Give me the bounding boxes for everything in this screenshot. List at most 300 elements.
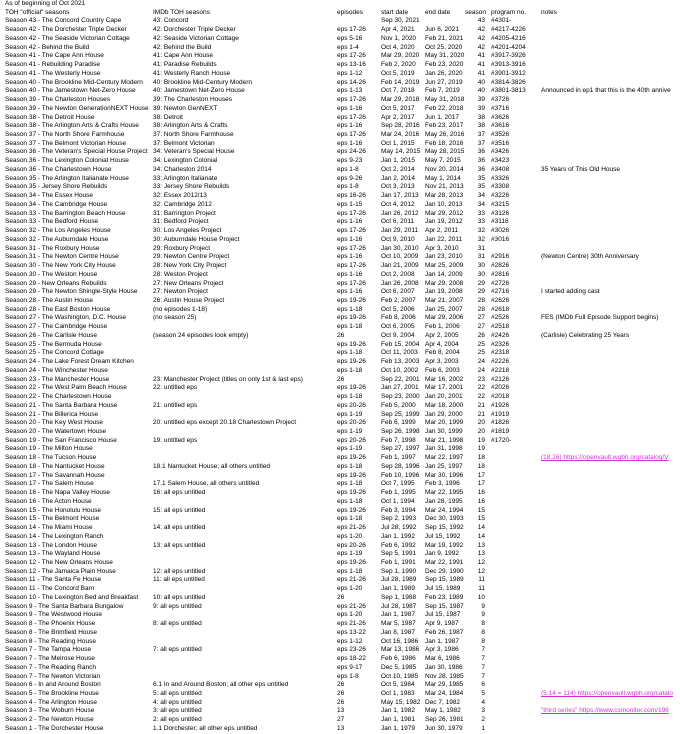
cell-imdb-season: 41: Paradise Rebuilds (153, 61, 217, 69)
cell-season-number: 12 (477, 567, 485, 575)
cell-imdb-season: 3: all eps untitled (153, 707, 202, 715)
table-row (5, 515, 680, 524)
cell-season-number: 13 (477, 541, 485, 549)
cell-end-date: Mar 22, 1995 (425, 489, 464, 497)
column-header-notes: notes (541, 8, 557, 16)
cell-end-date: Jul 15, 1987 (425, 611, 461, 619)
cell-start-date: Feb 6, 1999 (381, 419, 416, 427)
table-row (5, 480, 680, 489)
cell-episodes: eps 1-16 (337, 122, 363, 130)
cell-season-number: 24 (477, 366, 485, 374)
cell-program-no (485, 542, 533, 551)
cell-program-no (485, 725, 533, 734)
cell-episodes: eps 1-20 (337, 611, 363, 619)
cell-season-number: 19 (477, 445, 485, 453)
cell-note (533, 673, 541, 682)
cell-episodes: eps 18-22 (337, 655, 366, 663)
cell-season-number: 11 (478, 576, 485, 584)
cell-start-date: Feb 14, 2019 (381, 78, 420, 86)
cell-program-no (485, 620, 533, 629)
cell-imdb-season (153, 550, 337, 559)
cell-episodes: eps 9-17 (337, 663, 363, 671)
cell-end-date: Feb 3, 1996 (425, 480, 460, 488)
cell-note (533, 445, 541, 454)
cell-start-date: Jan 1, 1981 (381, 716, 415, 724)
cell-official-season: Season 41 - The Westerly House (5, 69, 101, 77)
cell-official-season: Season 7 - The Melrose House (5, 655, 95, 663)
cell-season-number: 9 (481, 611, 485, 619)
cell-end-date: Mar 17, 2001 (425, 384, 464, 392)
cell-season-number: 22 (477, 384, 485, 392)
cell-end-date: Mar 25, 2009 (425, 262, 464, 270)
cell-program-no: #2318 (491, 349, 510, 357)
cell-note (533, 52, 541, 61)
cell-end-date: Mar 16, 2002 (425, 375, 464, 383)
cell-start-date: Jan 17, 2013 (381, 192, 419, 200)
cell-official-season: Season 12 - The Jamaica Plain House (5, 567, 116, 575)
table-row (5, 227, 680, 236)
cell-official-season: Season 21 - The Billerica House (5, 410, 99, 418)
cell-note (533, 61, 541, 70)
cell-note (533, 611, 541, 620)
cell-start-date: Oct 1, 1994 (381, 497, 415, 505)
table-row (5, 314, 680, 323)
cell-end-date: Dec 30, 1993 (425, 515, 464, 523)
cell-note (533, 437, 541, 446)
table-row (5, 192, 680, 201)
table-row (5, 507, 680, 516)
cell-episodes: eps 17-26 (337, 209, 366, 217)
cell-note (533, 594, 541, 603)
table-row (5, 26, 680, 35)
cell-note (533, 79, 541, 88)
table-row (5, 245, 680, 254)
cell-imdb-season: 14: all eps untitled (153, 524, 206, 532)
cell-start-date: Jan 1, 1992 (381, 532, 415, 540)
cell-note (533, 507, 541, 516)
cell-season-number: 42 (477, 34, 485, 42)
cell-official-season: Season 16 - The Napa Valley House (5, 489, 110, 497)
cell-imdb-season: 5: all eps untitled (153, 690, 202, 698)
cell-official-season: Season 18 - The Tucson House (5, 454, 97, 462)
cell-program-no (485, 489, 533, 498)
note-link[interactable]: (5.14 = 114) https://openvault.wgbh.org/catalo (541, 690, 673, 698)
cell-season-number: 41 (477, 52, 485, 60)
cell-official-season: Season 29 - The Newton Shingle-Style House (5, 288, 138, 296)
cell-episodes: eps 1-16 (337, 253, 363, 261)
cell-official-season: Season 34 - The Cambridge House (5, 200, 108, 208)
cell-program-no: #3913-3916 (491, 61, 526, 69)
cell-note: 35 Years of This Old House (541, 165, 621, 173)
cell-note (533, 646, 541, 655)
cell-end-date: Mar 21, 2007 (425, 296, 464, 304)
cell-imdb-season: 37: Belmont Victorian (153, 139, 215, 147)
cell-episodes: eps 17-26 (337, 52, 366, 60)
cell-note (533, 122, 541, 131)
cell-program-no: #3917-3926 (491, 52, 526, 60)
cell-end-date: Nov 20, 2014 (425, 165, 464, 173)
cell-imdb-season: 41: Westerly Ranch House (153, 69, 231, 77)
table-row (5, 210, 680, 219)
cell-imdb-season (153, 515, 337, 524)
cell-imdb-season: 8: all eps untitled (153, 620, 202, 628)
cell-season-number: 4 (481, 698, 485, 706)
cell-episodes: eps 1-18 (337, 515, 363, 523)
cell-official-season: Season 8 - The Reading House (5, 637, 96, 645)
cell-season-number: 25 (477, 340, 485, 348)
cell-season-number: 31 (477, 244, 485, 252)
cell-program-no: #3626 (491, 113, 510, 121)
cell-imdb-season: 42: Seaside Victorian Cottage (153, 34, 239, 42)
cell-episodes: 26 (337, 375, 345, 383)
cell-program-no: #3516 (491, 139, 510, 147)
cell-start-date: Oct 5, 2019 (381, 69, 415, 77)
cell-note (533, 638, 541, 647)
cell-official-season: Season 8 - The Phoenix House (5, 620, 96, 628)
cell-imdb-season: 32: Cambridge 2012 (153, 200, 212, 208)
cell-program-no (485, 245, 533, 254)
cell-episodes: eps 17-26 (337, 26, 366, 34)
cell-start-date: Sep 1, 1990 (381, 567, 417, 575)
cell-program-no: #3726 (491, 96, 510, 104)
cell-end-date: May 28, 2015 (425, 148, 465, 156)
cell-episodes: eps 5-16 (337, 34, 363, 42)
cell-episodes: eps 1-12 (337, 69, 363, 77)
cell-end-date: Jan 28, 1995 (425, 497, 463, 505)
cell-end-date: Jun 1, 2017 (425, 113, 459, 121)
cell-official-season: Season 31 - The Newton Centre House (5, 253, 119, 261)
cell-episodes: eps 1-16 (337, 104, 363, 112)
cell-season-number: 22 (477, 393, 485, 401)
cell-episodes: eps 23-26 (337, 646, 366, 654)
cell-season-number: 36 (477, 157, 485, 165)
table-row (5, 323, 680, 332)
cell-imdb-season: 10: all eps untitled (153, 593, 206, 601)
cell-end-date: Jun 27, 2019 (425, 78, 463, 86)
cell-season-number: 37 (477, 139, 485, 147)
cell-note: I started adding cast (541, 288, 600, 296)
cell-program-no (485, 716, 533, 725)
cell-note (533, 524, 541, 533)
cell-imdb-season (153, 393, 337, 402)
cell-official-season: Season 7 - The Reading Ranch (5, 663, 96, 671)
cell-program-no (485, 498, 533, 507)
table-row (5, 183, 680, 192)
cell-note (533, 183, 541, 192)
cell-note (533, 725, 541, 734)
cell-imdb-season: 32: Essex 2012/13 (153, 192, 207, 200)
cell-imdb-season: 31: Barrington Project (153, 209, 216, 217)
table-row (5, 725, 680, 734)
cell-note (533, 393, 541, 402)
cell-note (533, 227, 541, 236)
cell-end-date: Jul 15, 1992 (425, 532, 461, 540)
cell-program-no (485, 568, 533, 577)
cell-start-date: Feb 1, 1995 (381, 489, 416, 497)
cell-season-number: 13 (477, 550, 485, 558)
cell-note (533, 559, 541, 568)
column-header-imdb-seasons: IMDb TOH seasons (153, 8, 210, 16)
cell-official-season: Season 42 - The Seaside Victorian Cottage (5, 34, 130, 42)
cell-season-number: 34 (477, 200, 485, 208)
cell-imdb-season: 42: Behind the Build (153, 43, 212, 51)
table-row (5, 253, 680, 262)
cell-imdb-season: 42: Dorchester Triple Decker (153, 26, 236, 34)
cell-start-date: Jan 1, 1979 (381, 724, 415, 732)
cell-start-date: Mar 13, 1986 (381, 646, 420, 654)
cell-season-number: 39 (477, 96, 485, 104)
table-row (5, 489, 680, 498)
cell-end-date: Feb 23, 2020 (425, 61, 464, 69)
table-row (5, 673, 680, 682)
note-link[interactable]: "third series" https://www.csmonitor.com/198 (541, 707, 669, 715)
cell-note (533, 419, 541, 428)
cell-note (533, 262, 541, 271)
table-row (5, 585, 680, 594)
cell-start-date: Oct 2, 2014 (381, 165, 415, 173)
cell-note (533, 620, 541, 629)
cell-episodes: eps 13-22 (337, 628, 366, 636)
cell-episodes: eps 19-26 (337, 454, 366, 462)
cell-program-no: #3308 (491, 183, 510, 191)
table-row (5, 472, 680, 481)
table-row (5, 655, 680, 664)
cell-end-date: Oct 25, 2020 (425, 43, 463, 51)
cell-official-season: Season 36 - The Lexington Colonial House (5, 157, 129, 165)
cell-end-date: Mar 29, 1985 (425, 681, 464, 689)
cell-start-date: Oct 4, 2012 (381, 200, 415, 208)
cell-official-season: Season 27 - The Washington, D.C. House (5, 314, 127, 322)
cell-start-date: Sep 23, 2000 (381, 393, 420, 401)
cell-imdb-season (153, 358, 337, 367)
cell-imdb-season: 31: Bedford Project (153, 218, 209, 226)
cell-end-date: Feb 1, 2006 (425, 323, 460, 331)
cell-imdb-season: 18.1 Nantucket House; all others untitled (153, 462, 271, 470)
cell-note: (Carlisle) Celebrating 25 Years (541, 331, 630, 339)
table-row (5, 105, 680, 114)
cell-imdb-season (153, 428, 337, 437)
cell-start-date: Jan 1, 1982 (381, 707, 415, 715)
cell-program-no: #4201-4204 (491, 43, 526, 51)
cell-imdb-season (153, 445, 337, 454)
cell-season-number: 26 (477, 331, 485, 339)
table-row (5, 716, 680, 725)
cell-season-number: 20 (477, 419, 485, 427)
cell-season-number: 10 (477, 593, 485, 601)
cell-end-date (425, 17, 465, 26)
cell-end-date: Dec 7, 1982 (425, 698, 461, 706)
cell-end-date: Jan 25, 2007 (425, 305, 463, 313)
table-row (5, 524, 680, 533)
cell-imdb-season: (no season 25) (153, 314, 197, 322)
cell-note (533, 245, 541, 254)
column-header-start-date: start date (381, 8, 409, 16)
cell-program-no: #3408 (491, 165, 510, 173)
cell-official-season: Season 18 - The Nantucket House (5, 462, 105, 470)
cell-end-date: Feb 8, 2004 (425, 349, 460, 357)
cell-episodes: eps 1-18 (337, 393, 363, 401)
cell-season-number: 24 (477, 358, 485, 366)
cell-episodes: eps 19-26 (337, 489, 366, 497)
cell-official-season: Season 15 - The Belmont House (5, 515, 100, 523)
table-row (5, 271, 680, 280)
cell-episodes: eps 1-16 (337, 235, 363, 243)
cell-note: Announced in ep1 that this is the 40th annive (541, 87, 671, 95)
table-row (5, 707, 680, 716)
cell-official-season: Season 22 - The West Palm Beach House (5, 384, 127, 392)
table-row (5, 70, 680, 79)
cell-episodes: eps 20-26 (337, 436, 366, 444)
cell-start-date: Oct 10, 2002 (381, 366, 419, 374)
cell-program-no: #2618 (491, 305, 510, 313)
cell-imdb-season: 12: all eps untitled (153, 567, 206, 575)
cell-end-date: Apr 4, 2004 (425, 340, 459, 348)
cell-episodes: eps 21-26 (337, 620, 366, 628)
table-row (5, 550, 680, 559)
cell-episodes: eps 17-26 (337, 262, 366, 270)
cell-program-no: #3116 (491, 218, 509, 226)
cell-imdb-season: 29: Roxbury Project (153, 244, 211, 252)
table-row (5, 611, 680, 620)
cell-start-date: Jan 21, 2009 (381, 262, 419, 270)
cell-season-number: 35 (477, 174, 485, 182)
cell-end-date: Jan 10, 2013 (425, 200, 463, 208)
cell-season-number: 7 (481, 655, 485, 663)
cell-start-date: Sep 5, 1991 (381, 550, 417, 558)
cell-program-no: #1720- (491, 436, 512, 444)
cell-program-no: #3616 (491, 122, 510, 130)
table-row (5, 393, 680, 402)
cell-end-date: Apr 3, 1986 (425, 646, 459, 654)
cell-start-date: Oct 5, 2017 (381, 104, 415, 112)
cell-start-date: Jan 26, 2008 (381, 279, 419, 287)
cell-start-date: Oct 3, 2013 (381, 183, 415, 191)
cell-episodes: eps 1-8 (337, 672, 359, 680)
cell-note (533, 367, 541, 376)
cell-season-number: 25 (477, 349, 485, 357)
cell-program-no (485, 472, 533, 481)
table-row (5, 559, 680, 568)
note-link[interactable]: (18.26) https://openvault.wgbh.org/catalog/V (541, 454, 669, 462)
table-row (5, 140, 680, 149)
cell-start-date: Jan 27, 2001 (381, 384, 419, 392)
cell-program-no: #2816 (491, 270, 510, 278)
cell-start-date: Oct 6, 2011 (381, 218, 415, 226)
table-row (5, 201, 680, 210)
cell-program-no (485, 585, 533, 594)
cell-program-no: #4205-4216 (491, 34, 526, 42)
cell-note (533, 148, 541, 157)
column-header-official-seasons: TOH "official" seasons (5, 8, 70, 16)
cell-start-date: Nov 1, 2020 (381, 34, 417, 42)
cell-imdb-season: 37: North Shore Farmhouse (153, 131, 234, 139)
cell-program-no: #2426 (491, 331, 510, 339)
cell-start-date: Feb 1, 1997 (381, 454, 416, 462)
cell-start-date: Jul 28, 1989 (381, 576, 417, 584)
cell-episodes: eps 21-26 (337, 524, 366, 532)
cell-imdb-season (153, 559, 337, 568)
cell-imdb-season: 7: all eps untitled (153, 646, 202, 654)
cell-start-date: Sep 28, 2016 (381, 122, 420, 130)
cell-season-number: 29 (477, 279, 485, 287)
cell-program-no: #2526 (491, 314, 510, 322)
cell-season-number: 37 (477, 131, 485, 139)
cell-start-date: Jan 26, 2012 (381, 209, 419, 217)
cell-start-date: Jul 28, 1987 (381, 602, 417, 610)
cell-note (533, 35, 541, 44)
cell-official-season: Season 31 - The Roxbury House (5, 244, 100, 252)
cell-end-date: May 26, 2016 (425, 131, 465, 139)
cell-official-season: Season 9 - The Santa Barbara Bungalow (5, 602, 124, 610)
cell-imdb-season: (season 24 episodes look empty) (153, 331, 249, 339)
cell-note (533, 157, 541, 166)
cell-official-season: Season 37 - The Belmont Victorian House (5, 139, 127, 147)
cell-official-season: Season 14 - The Miami House (5, 524, 93, 532)
cell-note (533, 498, 541, 507)
cell-end-date: Mar 22, 1991 (425, 559, 464, 566)
cell-imdb-season: 23: Manchester Project (titles on only 1st & last eps) (153, 375, 303, 383)
table-row (5, 603, 680, 612)
cell-season-number: 21 (477, 401, 485, 409)
cell-official-season: Season 4 - The Arlington House (5, 698, 98, 706)
cell-end-date: Jan 22, 2011 (425, 235, 463, 243)
table-row (5, 681, 680, 690)
cell-end-date: Feb 18, 2016 (425, 139, 464, 147)
cell-end-date: Jan 1, 1987 (425, 637, 459, 645)
table-row (5, 690, 680, 699)
cell-season-number: 41 (477, 61, 485, 69)
cell-episodes: eps 1-19 (337, 427, 363, 435)
cell-start-date: Feb 3, 1994 (381, 506, 416, 514)
cell-imdb-season: 28: New York City Project (153, 262, 227, 270)
cell-note (533, 472, 541, 481)
table-row (5, 218, 680, 227)
table-row (5, 236, 680, 245)
cell-season-number: 9 (481, 602, 485, 610)
cell-start-date: Mar 29, 2020 (381, 52, 420, 60)
cell-end-date: Feb 7, 2019 (425, 87, 460, 95)
cell-imdb-season: 26: Austin House Project (153, 296, 225, 304)
cell-imdb-season: 21: untitled eps (153, 401, 198, 409)
cell-start-date: Sep 27, 1997 (381, 445, 420, 453)
cell-episodes: eps 17-26 (337, 279, 366, 287)
cell-imdb-season: 34: Veteran's Special House (153, 148, 235, 156)
cell-end-date: Jan 19, 2008 (425, 288, 463, 296)
cell-season-number: 43 (477, 17, 485, 25)
cell-start-date: Feb 5, 2000 (381, 401, 416, 409)
cell-start-date: Oct 10, 2009 (381, 253, 419, 261)
cell-start-date: Oct 1, 2015 (381, 139, 415, 147)
cell-imdb-season (153, 638, 337, 647)
cell-program-no: #3423 (491, 157, 510, 165)
cell-end-date: Mar 20, 1999 (425, 419, 464, 427)
table-row (5, 445, 680, 454)
cell-season-number: 38 (477, 122, 485, 130)
cell-episodes: eps 17-26 (337, 96, 366, 104)
cell-episodes: eps 1-18 (337, 349, 363, 357)
cell-official-season: Season 19 - The Milton House (5, 445, 93, 453)
cell-season-number: 33 (477, 218, 485, 226)
cell-season-number: 3 (481, 707, 485, 715)
cell-episodes: eps 1-19 (337, 550, 363, 558)
cell-episodes: 26 (337, 681, 345, 689)
cell-note (533, 349, 541, 358)
cell-end-date: May 7, 2015 (425, 157, 461, 165)
cell-program-no: #3326 (491, 174, 510, 182)
cell-episodes: eps 19-26 (337, 506, 366, 514)
cell-start-date: May 15, 1982 (381, 698, 421, 706)
cell-note (533, 603, 541, 612)
